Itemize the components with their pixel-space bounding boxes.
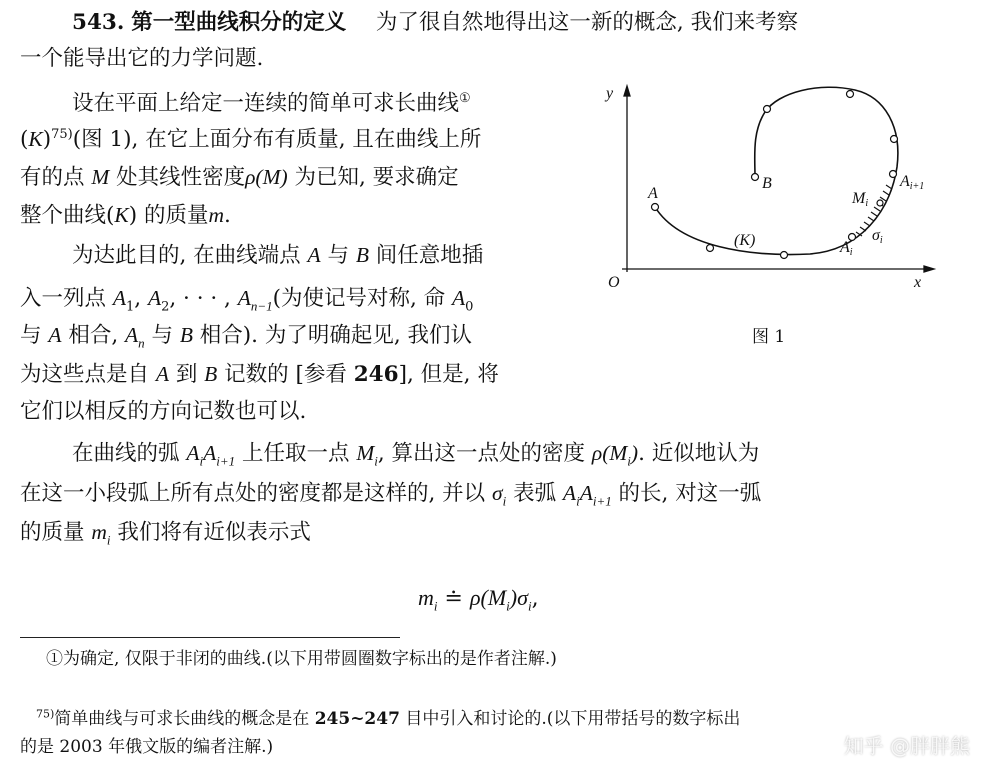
- var-a: A: [155, 362, 169, 386]
- footnote-1: [46, 646, 557, 673]
- figure-curve: [600, 82, 950, 314]
- text: 为达此目的, 在曲线端点: [72, 243, 308, 268]
- subscript: 2: [161, 299, 170, 315]
- subscript: i: [506, 598, 510, 614]
- point-division: [891, 136, 898, 143]
- formula-rhs: ρ(M: [469, 585, 507, 610]
- formula-tail: ,: [531, 586, 539, 611]
- point-a: [652, 204, 659, 211]
- density-expr: ρ(M): [245, 165, 288, 189]
- subscript: 0: [465, 299, 474, 315]
- para2-line3: [20, 320, 472, 351]
- subscript: n: [138, 335, 145, 351]
- text: 与: [20, 323, 49, 348]
- subscript: i: [199, 453, 204, 469]
- subscript: i: [627, 453, 631, 469]
- text: . 近似地认为: [638, 441, 760, 466]
- subscript: 1: [125, 299, 135, 315]
- footnote-75-line2: 的是 2003 年俄文版的编者注解.): [20, 737, 274, 757]
- density-expr: ): [630, 441, 639, 465]
- section-title: 第一型曲线积分的定义: [131, 10, 347, 35]
- reference-number: 246: [353, 362, 399, 387]
- formula-lhs: m: [418, 585, 434, 610]
- text: 与: [320, 243, 356, 268]
- var-a: A: [147, 286, 162, 310]
- var-b: B: [204, 362, 218, 386]
- label-ai: Ai: [840, 239, 853, 258]
- point-division: [847, 91, 854, 98]
- label-b: B: [762, 175, 772, 192]
- para3-line1: [72, 438, 759, 469]
- var-a: A: [48, 323, 62, 347]
- y-axis-arrow: [624, 86, 630, 96]
- label-ai1: Ai+1: [900, 173, 925, 192]
- subscript: i: [576, 493, 580, 509]
- text: 的质量: [20, 520, 92, 545]
- point-ai1: [890, 171, 897, 178]
- var-a: A: [579, 481, 593, 505]
- subscript: i+1: [216, 453, 236, 469]
- curve-k: [655, 87, 898, 254]
- subscript: i: [527, 598, 532, 614]
- var-k: K: [114, 203, 129, 227]
- para1-text: 设在平面上给定一连续的简单可求长曲线: [72, 91, 460, 116]
- var-sigma: σ: [492, 481, 503, 505]
- para1-line2: [20, 124, 481, 155]
- label-origin: O: [608, 274, 620, 291]
- section-heading: [72, 8, 798, 38]
- footnote-rule: [20, 637, 400, 638]
- point-division: [764, 106, 771, 113]
- label-mi: Mi: [852, 190, 869, 209]
- subscript: i: [502, 493, 507, 509]
- point-division: [707, 245, 714, 252]
- subscript: i: [374, 453, 378, 469]
- label-x: x: [914, 274, 922, 291]
- text: 有的点: [20, 165, 92, 190]
- label-a: A: [648, 185, 658, 202]
- footnote-text: 目中引入和讨论的.(以下用带括号的数字标出: [399, 709, 741, 729]
- text: 我们将有近似表示式: [110, 520, 311, 545]
- para3-line2: [20, 478, 761, 509]
- var-a: A: [237, 286, 251, 310]
- subscript: i: [106, 532, 111, 548]
- label-y: y: [606, 85, 614, 102]
- text: ,: [134, 286, 148, 311]
- footnote-ref-1: ①: [459, 90, 471, 106]
- var-a: A: [307, 243, 321, 267]
- text: 在这一小段弧上所有点处的密度都是这样的, 并以: [20, 481, 493, 506]
- text: 表弧: [506, 481, 563, 506]
- text: 的长, 对这一弧: [611, 481, 762, 506]
- text: 间任意地插: [368, 243, 484, 268]
- para3-line3: [20, 517, 311, 548]
- text: 处其线性密度: [109, 165, 246, 190]
- text: (为使记号对称, 命: [272, 286, 453, 311]
- para2-line4: [20, 359, 499, 390]
- section-number: 543.: [72, 10, 125, 35]
- para2-line1: [72, 240, 483, 271]
- subscript: n−1: [250, 298, 273, 314]
- text: ): [42, 127, 52, 152]
- footnote-mark: ①: [46, 649, 63, 669]
- watermark: 知乎 @胖胖熊: [843, 734, 970, 758]
- var-m: M: [356, 441, 375, 465]
- text: ) 的质量: [128, 203, 209, 228]
- footnote-text: 简单曲线与可求长曲线的概念是在: [54, 709, 315, 729]
- text: 相合). 为了明确起见, 我们认: [192, 323, 473, 348]
- text: ], 但是, 将: [398, 362, 499, 387]
- text: 相合,: [61, 323, 125, 348]
- point-mi: [877, 200, 883, 206]
- subscript: i: [433, 598, 438, 614]
- var-a: A: [203, 441, 217, 465]
- para2-line2: [20, 283, 473, 314]
- text: , · · · ,: [169, 286, 238, 311]
- text: 为已知, 要求确定: [287, 165, 459, 190]
- text: 与: [144, 323, 180, 348]
- var-m: m: [91, 520, 107, 544]
- footnote-ref: 245~247: [314, 709, 400, 729]
- var-b: B: [179, 323, 193, 347]
- var-b: B: [355, 243, 369, 267]
- footnote-mark: 75): [36, 707, 55, 721]
- label-k: (K): [734, 232, 756, 249]
- text: 上任取一点: [235, 441, 357, 466]
- text: , 算出这一点处的密度: [377, 441, 592, 466]
- density-expr: ρ(M: [591, 441, 628, 465]
- footnote-ref-75: 75): [51, 126, 73, 142]
- para1-line4: [20, 200, 231, 231]
- x-axis-arrow: [924, 266, 934, 272]
- text: .: [224, 203, 231, 228]
- formula-op: ≐: [437, 586, 470, 611]
- para1-line1: [72, 89, 471, 119]
- figure-caption: 图 1: [752, 327, 786, 347]
- text: 到: [168, 362, 205, 387]
- var-a: A: [125, 323, 139, 347]
- formula-mass-approx: [418, 585, 539, 614]
- var-a: A: [112, 286, 126, 310]
- footnote-text: 为确定, 仅限于非闭的曲线.(以下用带圆圈数字标出的是作者注解.): [63, 649, 557, 669]
- text: 在曲线的弧: [72, 441, 187, 466]
- section-intro-line2: 一个能导出它的力学问题.: [20, 46, 264, 71]
- para2-line5: 它们以相反的方向记数也可以.: [20, 399, 307, 424]
- para1-line3: [20, 162, 459, 193]
- var-a: A: [186, 441, 200, 465]
- section-intro: 为了很自然地得出这一新的概念, 我们来考察: [375, 10, 799, 35]
- text: 为这些点是自: [20, 362, 156, 387]
- subscript: i+1: [592, 493, 612, 509]
- var-k: K: [28, 127, 43, 151]
- var-m: M: [91, 165, 110, 189]
- point-division: [781, 252, 788, 259]
- point-b: [752, 174, 759, 181]
- text: 入一列点: [20, 286, 113, 311]
- text: (: [20, 127, 29, 152]
- var-mass: m: [208, 203, 224, 227]
- var-a: A: [562, 481, 577, 505]
- footnote-75: [36, 706, 740, 733]
- var-a: A: [452, 286, 466, 310]
- text: 记数的 [参看: [217, 362, 354, 387]
- formula-rhs: )σ: [509, 585, 528, 610]
- text: (图 1), 在它上面分布有质量, 且在曲线上所: [72, 127, 482, 152]
- text: 整个曲线(: [20, 203, 115, 228]
- label-sigma: σi: [872, 227, 883, 246]
